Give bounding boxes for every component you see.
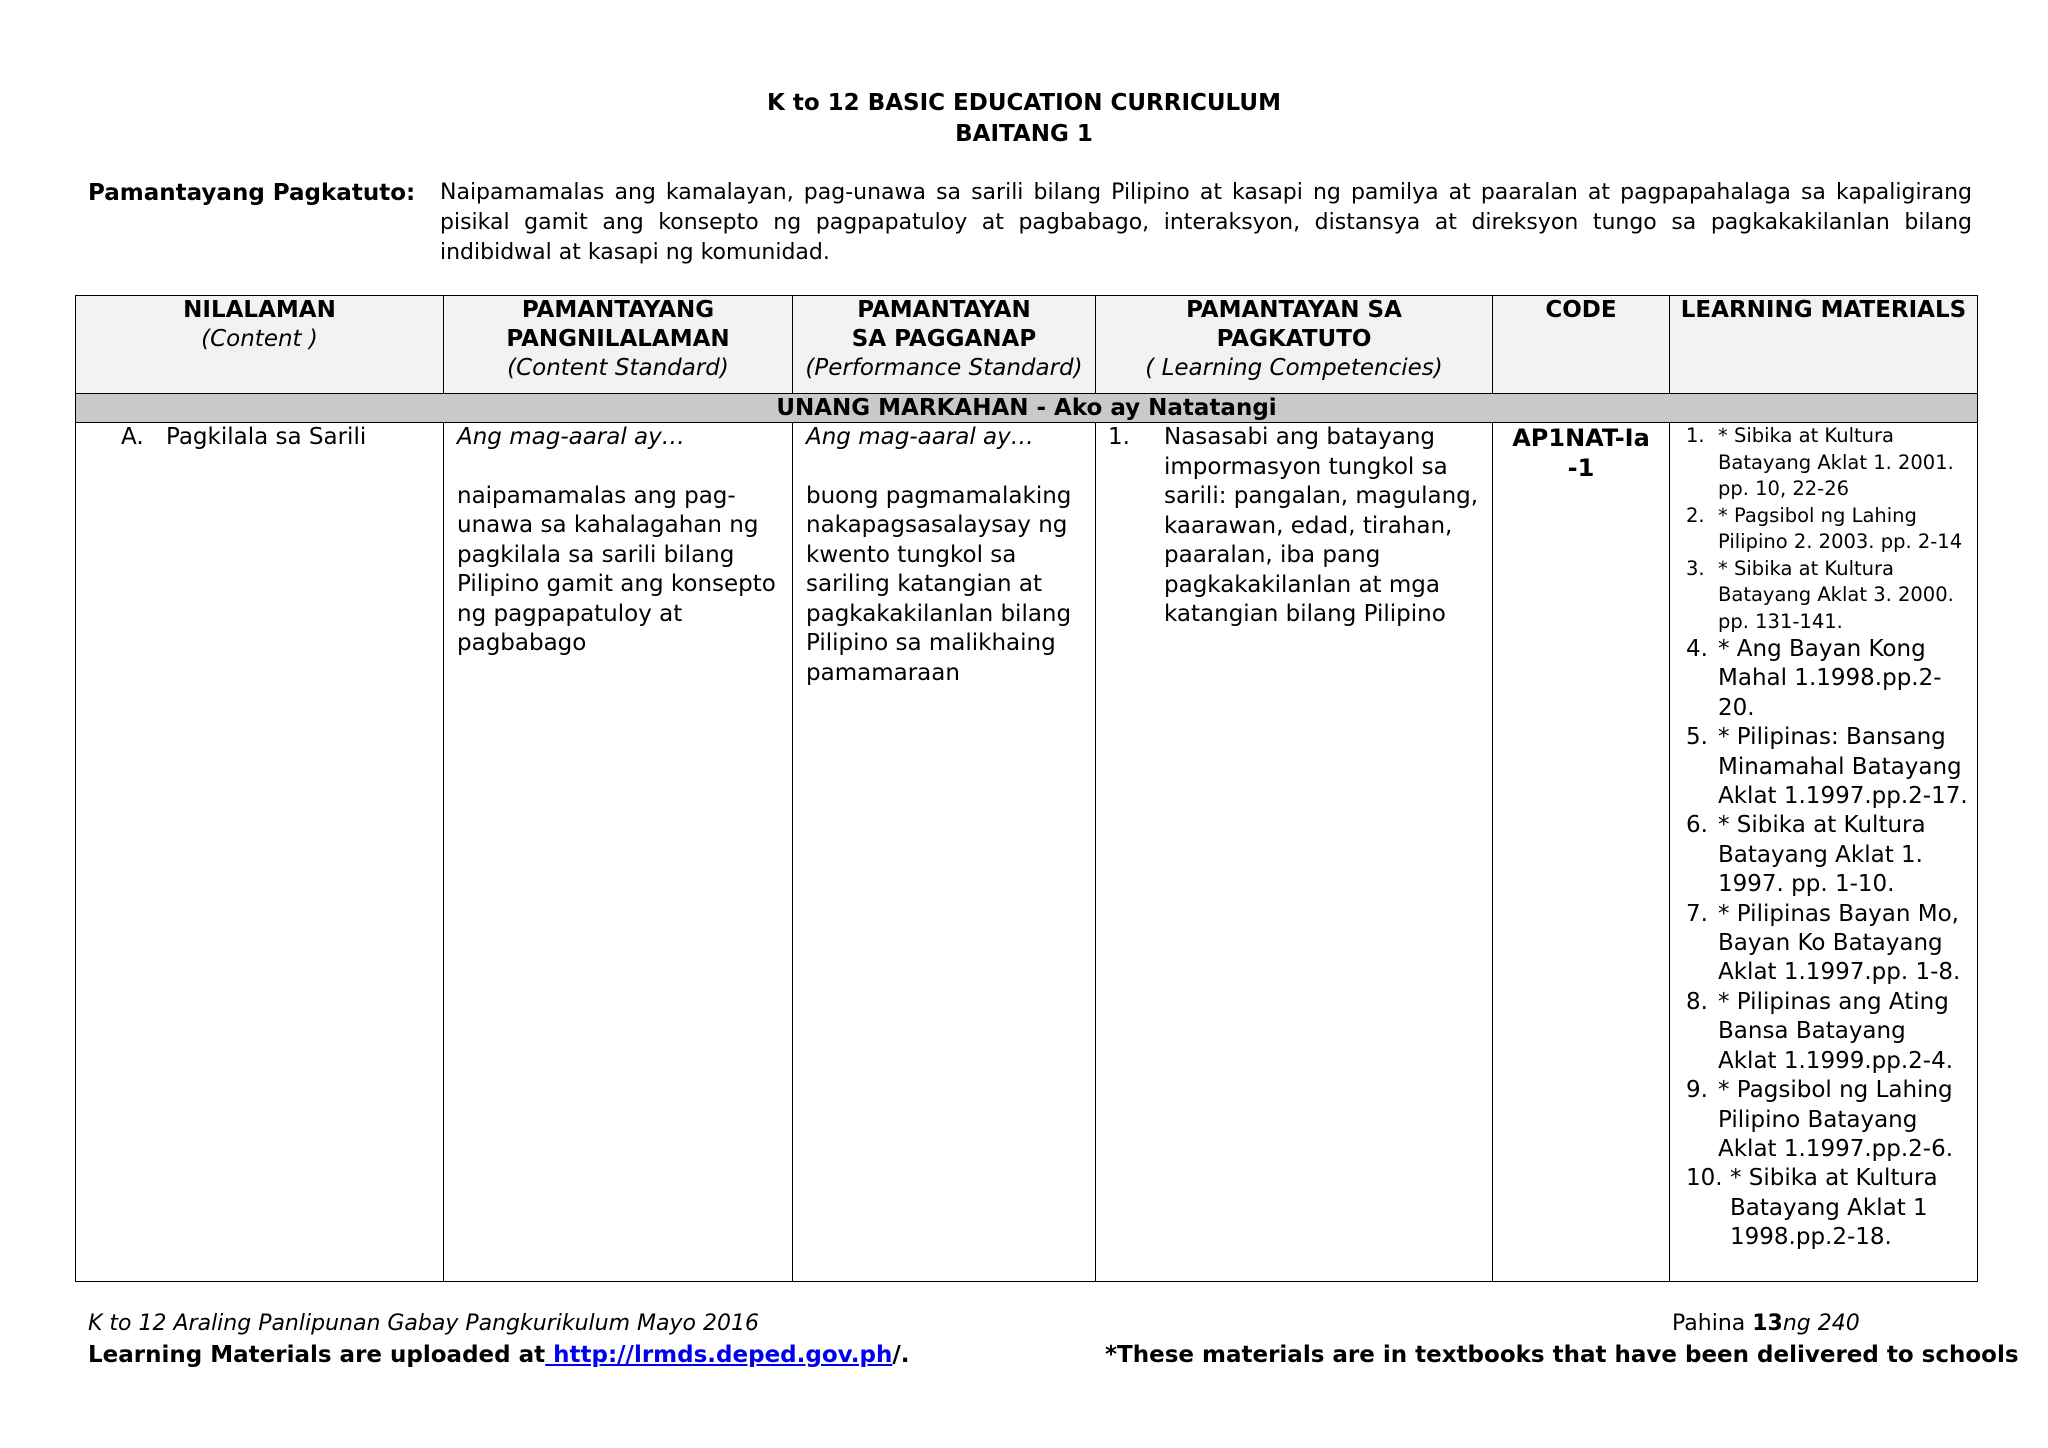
learning-standard-label: Pamantayang Pagkatuto: xyxy=(88,180,416,206)
header-performance-standard-line-1: PAMANTAYAN xyxy=(857,297,1031,323)
list-item: 5. * Pilipinas: Bansang Minamahal Batayang Aklat 1.1997.pp.2-17. xyxy=(1686,724,1968,810)
upload-end: /. xyxy=(892,1342,910,1368)
list-item: 6. * Sibika at Kultura Batayang Aklat 1. 1997. pp. 1-10. xyxy=(1686,812,1926,898)
header-content-subtitle: (Content ) xyxy=(201,326,318,352)
code-cell xyxy=(1493,423,1670,1282)
header-code-title: CODE xyxy=(1545,297,1617,323)
header-learning-materials-title: LEARNING MATERIALS xyxy=(1680,297,1967,323)
document-title xyxy=(0,88,2048,150)
page-number: 13 xyxy=(1752,1311,1783,1336)
list-item: 4. * Ang Bayan Kong Mahal 1.1998.pp.2-20. xyxy=(1686,636,1942,721)
table-row xyxy=(76,423,1978,1282)
list-item: 2. * Pagsibol ng Lahing Pilipino 2. 2003. pp. 2-14 xyxy=(1686,503,1963,553)
header-performance-standard xyxy=(793,296,1096,394)
content-letter: A. xyxy=(121,424,144,450)
header-learning-competencies xyxy=(1096,296,1493,394)
title-line-2: BAITANG 1 xyxy=(955,121,1093,147)
content-standard-intro: Ang mag-aaral ay… xyxy=(457,424,685,450)
performance-standard-intro: Ang mag-aaral ay… xyxy=(806,424,1034,450)
list-item: 7. * Pilipinas Bayan Mo, Bayan Ko Batayang Aklat 1.1997.pp. 1-8. xyxy=(1686,900,1961,986)
materials-cell xyxy=(1670,423,1978,1282)
footer-upload-note xyxy=(88,1340,909,1370)
footer-page-indicator xyxy=(1672,1310,1860,1338)
header-content-standard-subtitle: (Content Standard) xyxy=(507,355,729,381)
page-total: ng 240 xyxy=(1782,1311,1860,1336)
content-cell xyxy=(76,423,444,1282)
header-code xyxy=(1493,296,1670,394)
content-standard-cell xyxy=(444,423,793,1282)
curriculum-table xyxy=(75,295,1978,1282)
list-item: 1. * Sibika at Kultura Batayang Aklat 1. 2001. pp. 10, 22-26 xyxy=(1686,424,1954,500)
header-learning-materials xyxy=(1670,296,1978,394)
footer-materials-note: *These materials are in textbooks that have been delivered to schools xyxy=(1105,1342,2019,1368)
competency-text: Nasasabi ang batayang impormasyon tungkol sa sarili: pangalan, magulang, kaarawan, edad, tirahan, paaralan, iba pang pagkakakilanlan at mga katangian bilang Pilipino xyxy=(1164,424,1479,627)
footer-guide-title: K to 12 Araling Panlipunan Gabay Pangkurikulum Mayo 2016 xyxy=(88,1311,759,1336)
header-content-title: NILALAMAN xyxy=(183,297,336,323)
title-line-1: K to 12 BASIC EDUCATION CURRICULUM xyxy=(767,90,1281,116)
list-item: 8. * Pilipinas ang Ating Bansa Batayang Aklat 1.1999.pp.2-4. xyxy=(1686,988,1954,1074)
list-item: 9. * Pagsibol ng Lahing Pilipino Batayang Aklat 1.1997.pp.2-6. xyxy=(1686,1077,1954,1162)
header-content-standard xyxy=(444,296,793,394)
header-content-standard-line-2: PANGNILALAMAN xyxy=(506,326,730,352)
header-learning-competencies-subtitle: ( Learning Competencies) xyxy=(1145,355,1443,381)
competency-number: 1. xyxy=(1108,424,1130,450)
content-text: Pagkilala sa Sarili xyxy=(166,424,367,450)
lrmds-link[interactable]: http://lrmds.deped.gov.ph xyxy=(545,1342,893,1368)
competency-cell xyxy=(1096,423,1493,1282)
header-performance-standard-line-2: SA PAGGANAP xyxy=(851,326,1037,352)
header-content-standard-line-1: PAMANTAYANG xyxy=(521,297,715,323)
header-content xyxy=(76,296,444,394)
page-prefix: Pahina xyxy=(1672,1311,1753,1336)
quarter-row xyxy=(76,394,1978,423)
list-item: 3. * Sibika at Kultura Batayang Aklat 3. 2000. pp. 131-141. xyxy=(1686,556,1954,633)
upload-text: Learning Materials are uploaded at xyxy=(88,1342,546,1368)
header-learning-competencies-line-1: PAMANTAYAN SA xyxy=(1186,297,1402,323)
table-header-row xyxy=(76,296,1978,394)
performance-standard-cell xyxy=(793,423,1096,1282)
header-learning-competencies-line-2: PAGKATUTO xyxy=(1216,326,1372,352)
quarter-label: UNANG MARKAHAN - Ako ay Natatangi xyxy=(76,394,1978,423)
list-item: 10. * Sibika at Kultura Batayang Aklat 1 1998.pp.2-18. xyxy=(1686,1165,1938,1251)
content-standard-text: naipamamalas ang pag-unawa sa kahalagahan ng pagkilala sa sarili bilang Pilipino gamit ang konsepto ng pagpapatuloy at pagbabago xyxy=(457,482,776,656)
learning-standard-text: Naipamamalas ang kamalayan, pag-unawa sa sarili bilang Pilipino at kasapi ng pamilya at paaralan at pagpapahalaga sa kapaligirang pisikal gamit ang konsepto ng pagpapatuloy at pagbabago, interaksyon, distansya at direksyon tungo sa pagkakakilanlan bilang indibidwal at kasapi ng komunidad. xyxy=(440,180,1972,265)
materials-list xyxy=(1670,423,1977,1253)
header-performance-standard-subtitle: (Performance Standard) xyxy=(805,355,1083,381)
code-value: AP1NAT-Ia-1 xyxy=(1512,424,1650,482)
performance-standard-text: buong pagmamalaking nakapagsasalaysay ng kwento tungkol sa sariling katangian at pagkakakilanlan bilang Pilipino sa malikhaing pamamaraan xyxy=(806,482,1072,686)
